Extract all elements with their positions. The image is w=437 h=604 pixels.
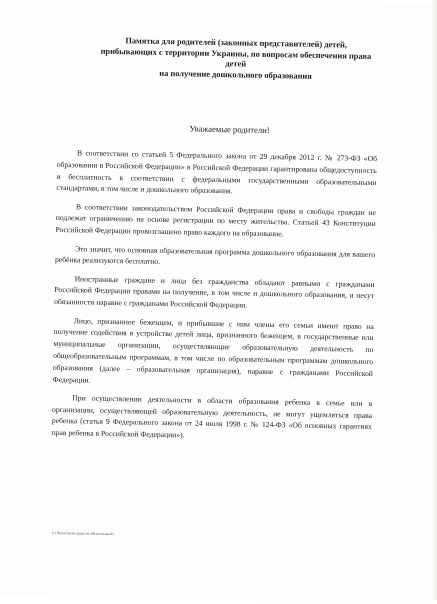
paragraph-child-rights: При осуществлении деятельности в области образования ребенка в семье или в организации, осуществляющей образовательную деятельность, не могут ущемляться права ребенка (статья 9 Федерального закона от 24 июля 1998 г. № 124-ФЗ «Об основных гарантиях прав ребенка в Российской Федерации»).: [51, 393, 373, 440]
title-line-2: прибывающих с территории Украины, по вопросам обеспечения права детей: [100, 46, 372, 69]
paragraph-constitution: В соответствии законодательством Российской Федерации права и свободы граждан не подлежат ограничению на основе регистрации по месту жительства. Статьей 43 Конституции Российской Федерации провозглашено право каждого на образование.: [55, 201, 377, 239]
paragraph-foreign-citizens: Иностранные граждане и лица без гражданства обладают равными с гражданами Российской Федерации правами на получение, в том числе и дошкольного образования, и несут обязанности наравне с гражданами Российской Федерации.: [54, 273, 375, 310]
title-line-3: на получение дошкольного образования: [159, 68, 312, 81]
document-title: [90, 36, 381, 84]
scan-edge-shadow: [431, 0, 437, 600]
paragraph-refugees: Лицо, признанное беженцем, и прибывшие с ним члены его семьи имеют право на получение содействия в устройстве детей лица, признанного беженцем, в государственные или муниципальные организации, осуществляющие образовательную деятельность по общеобразовательным программам, в том числе по образовательным программам дошкольного образования (далее – образовательная организация), наравне с гражданами Российской Федерации.: [52, 315, 374, 385]
paragraph-law-article-5: В соответствии со статьей 5 Федерального закона от 29 декабря 2012 г. № 273-ФЗ «Об образовании в Российской Федерации» в Российской Федерации гарантирована общедоступность и бесплатность в соответствии с федеральными государственными образовательными стандартами, в том числе и дошкольного образования.: [56, 148, 378, 196]
title-line-1: Памятка для родителей (законных представителей) детей,: [125, 36, 348, 50]
greeting: Уважаемые родители!: [189, 123, 270, 136]
document-body: [51, 147, 377, 452]
footnote: (с) Подсолнухи права не обязательны-02: [51, 530, 114, 537]
paragraph-free-education: Это значит, что основная образовательная программа дошкольного образования для вашего ребёнка реализуются бесплатно.: [54, 243, 376, 267]
